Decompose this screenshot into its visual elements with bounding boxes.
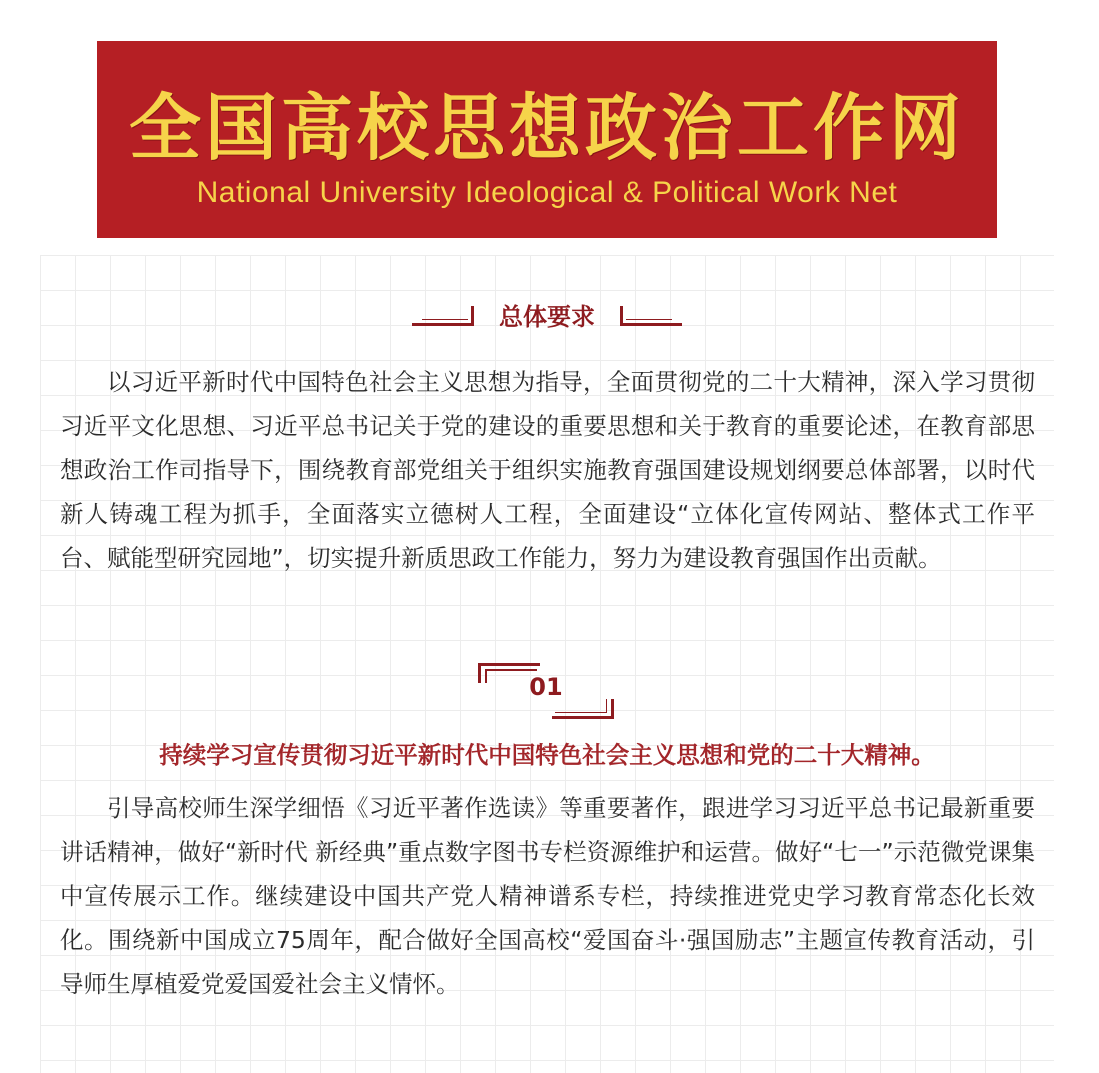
banner-title-en: National University Ideological & Political Work Net	[196, 176, 898, 209]
title-decoration-left	[412, 306, 474, 328]
item-number-badge	[478, 663, 614, 719]
site-banner	[97, 41, 997, 238]
title-decoration-right	[620, 306, 682, 328]
banner-title-cn: 全国高校思想政治工作网	[128, 85, 965, 170]
item-paragraph: 引导高校师生深学细悟《习近平著作选读》等重要著作，跟进学习习近平总书记最新重要讲话精神，做好“新时代 新经典”重点数字图书专栏资源维护和运营。做好“七一”示范微党课集中宣传展示工作。继续建设中国共产党人精神谱系专栏，持续推进党史学习教育常态化长效化。围绕新中国成立75周年，配合做好全国高校“爱国奋斗·强国励志”主题宣传教育活动，引导师生厚植爱党爱国爱社会主义情怀。	[60, 794, 1035, 998]
item-heading: 持续学习宣传贯彻习近平新时代中国特色社会主义思想和党的二十大精神。	[159, 741, 935, 769]
item-number: 01	[529, 673, 563, 701]
section-title	[40, 299, 1054, 339]
section-paragraph: 以习近平新时代中国特色社会主义思想为指导，全面贯彻党的二十大精神，深入学习贯彻习近平文化思想、习近平总书记关于党的建设的重要思想和关于教育的重要论述，在教育部思想政治工作司指导下，围绕教育部党组关于组织实施教育强国建设规划纲要总体部署，以时代新人铸魂工程为抓手，全面落实立德树人工程，全面建设“立体化宣传网站、整体式工作平台、赋能型研究园地”，切实提升新质思政工作能力，努力为建设教育强国作出贡献。	[60, 368, 1035, 572]
article-body	[40, 255, 1054, 1073]
section-title-label: 总体要求	[499, 303, 595, 331]
